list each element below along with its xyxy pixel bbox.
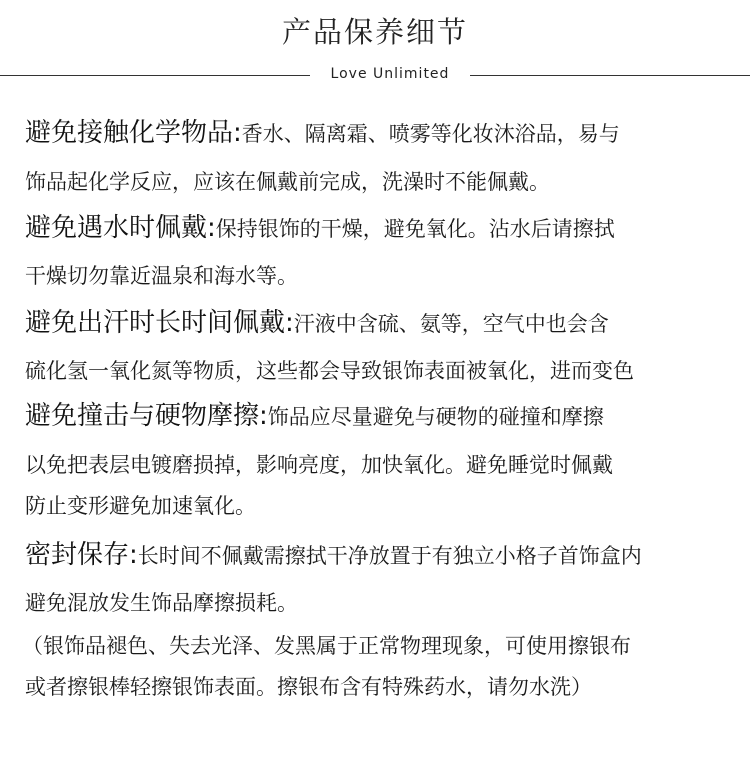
page-title: 产品保养细节	[281, 15, 468, 49]
section-text: 以免把表层电镀磨损掉，影响亮度，加快氧化。避免睡觉时佩戴	[25, 453, 613, 477]
section-heading-water: 避免遇水时佩戴:	[25, 213, 216, 243]
section-text: 汗液中含硫、氨等，空气中也会含	[293, 312, 609, 336]
section-text: 硫化氢一氧化氮等物质，这些都会导致银饰表面被氧化，进而变色	[25, 359, 634, 383]
care-note-line	[25, 671, 592, 701]
care-line	[25, 260, 298, 290]
care-line	[25, 395, 604, 432]
care-line	[25, 112, 620, 149]
care-line	[25, 355, 634, 385]
care-line	[25, 587, 298, 617]
section-text: 保持银饰的干燥，避免氧化。沾水后请擦拭	[215, 217, 615, 241]
section-text: 长时间不佩戴需擦拭干净放置于有独立小格子首饰盒内	[137, 544, 642, 568]
section-text: 防止变形避免加速氧化。	[25, 494, 256, 518]
care-line	[25, 207, 615, 244]
section-text: 香水、隔离霜、喷雾等化妆沐浴品，易与	[241, 122, 620, 146]
section-text: 饰品起化学反应，应该在佩戴前完成，洗澡时不能佩戴。	[25, 170, 550, 194]
care-line	[25, 166, 550, 196]
divider-right	[470, 75, 750, 76]
care-note-line	[22, 630, 631, 660]
care-line	[25, 534, 642, 571]
section-text: 干燥切勿靠近温泉和海水等。	[25, 264, 298, 288]
brand-subtitle: Love Unlimited	[330, 66, 450, 82]
section-heading-storage: 密封保存:	[25, 540, 138, 570]
note-text: （银饰品褪色、失去光泽、发黑属于正常物理现象，可使用擦银布	[22, 634, 631, 658]
care-line	[25, 490, 256, 520]
care-line	[25, 302, 609, 339]
note-text: 或者擦银棒轻擦银饰表面。擦银布含有特殊药水，请勿水洗）	[25, 675, 592, 699]
section-text: 避免混放发生饰品摩擦损耗。	[25, 591, 298, 615]
section-heading-sweat: 避免出汗时长时间佩戴:	[25, 308, 294, 338]
section-text: 饰品应尽量避免与硬物的碰撞和摩擦	[267, 405, 604, 429]
section-heading-chemicals: 避免接触化学物品:	[25, 118, 242, 148]
care-line	[25, 449, 613, 479]
divider-left	[0, 75, 310, 76]
section-heading-impact: 避免撞击与硬物摩擦:	[25, 401, 268, 431]
